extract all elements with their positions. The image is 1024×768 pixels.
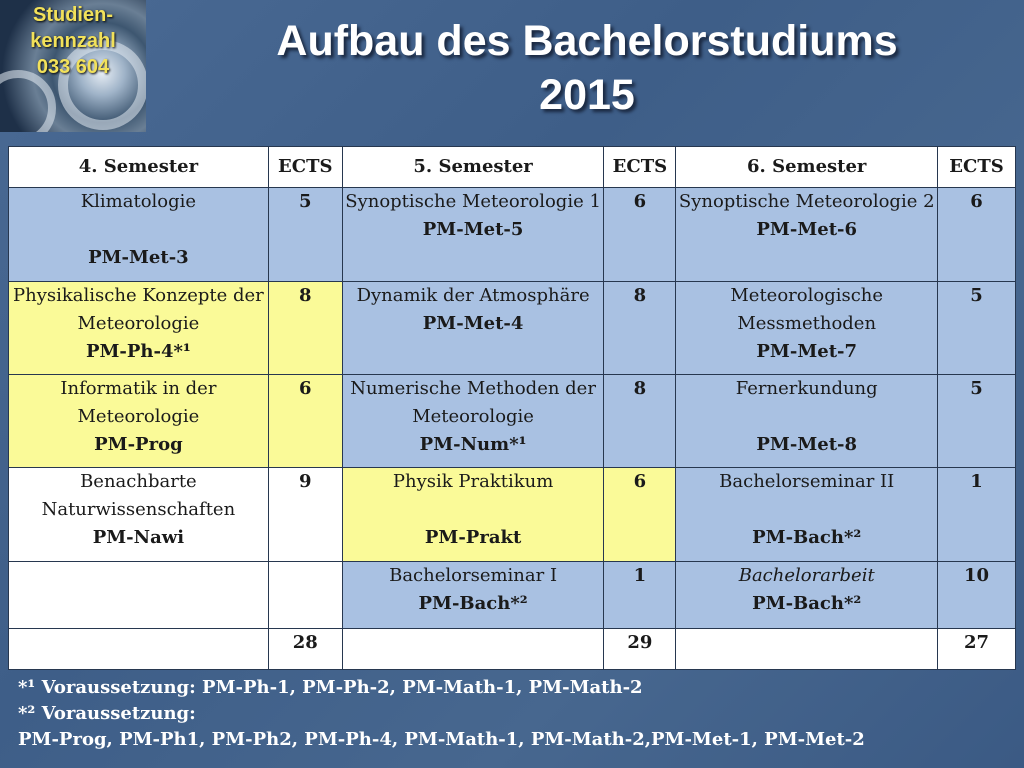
module-name: Bachelorseminar I	[389, 564, 558, 586]
totals-spacer	[676, 628, 938, 669]
module-name: Klimatologie	[80, 191, 197, 213]
module-code: PM-Prog	[94, 433, 183, 455]
module-cell	[9, 281, 269, 374]
module-code: PM-Met-5	[422, 219, 524, 241]
ects-cell: 5	[268, 188, 342, 281]
module-code: PM-Met-8	[756, 433, 858, 455]
logo-text	[0, 2, 146, 80]
module-code: PM-Ph-4*¹	[85, 340, 191, 362]
logo-image	[0, 0, 146, 132]
curriculum-table	[8, 146, 1016, 670]
module-cell	[9, 188, 269, 281]
table-row	[9, 281, 1016, 374]
module-code: PM-Met-3	[88, 247, 189, 269]
module-cell	[9, 374, 269, 467]
module-cell	[676, 188, 938, 281]
title-line-1: Aufbau des Bachelorstudiums	[276, 17, 898, 65]
module-name: Meteorologische Messmethoden	[730, 284, 884, 334]
total-semester-5: 29	[604, 628, 676, 669]
module-name: Fernerkundung	[735, 377, 878, 399]
module-code: PM-Num*¹	[419, 433, 527, 455]
footnote-1: *¹ Voraussetzung: PM-Ph-1, PM-Ph-2, PM-Math-1, PM-Math-2	[18, 677, 643, 698]
module-cell-empty	[9, 561, 269, 628]
ects-cell: 9	[268, 468, 342, 561]
module-code: PM-Bach*²	[418, 592, 528, 614]
module-cell	[676, 374, 938, 467]
header-ects-5: ECTS	[604, 147, 676, 188]
module-cell	[342, 188, 604, 281]
module-name: Bachelorseminar II	[719, 471, 895, 493]
module-code: PM-Nawi	[92, 527, 185, 549]
header-semester-4: 4. Semester	[9, 147, 269, 188]
module-name: Physikalische Konzepte der Meteorologie	[13, 284, 264, 334]
module-cell	[9, 468, 269, 561]
header-row	[9, 147, 1016, 188]
module-code: PM-Met-7	[756, 340, 858, 362]
table-row	[9, 188, 1016, 281]
ects-cell: 5	[938, 374, 1016, 467]
table-row	[9, 468, 1016, 561]
logo-line-2: kennzahl	[30, 30, 116, 52]
footnotes	[18, 675, 1018, 753]
total-semester-4: 28	[268, 628, 342, 669]
ects-cell: 5	[938, 281, 1016, 374]
footnote-2-text: PM-Prog, PM-Ph1, PM-Ph2, PM-Ph-4, PM-Math-1, PM-Math-2,PM-Met-1, PM-Met-2	[18, 729, 865, 750]
module-cell	[342, 561, 604, 628]
table-row	[9, 561, 1016, 628]
ects-cell: 6	[938, 188, 1016, 281]
module-cell	[342, 468, 604, 561]
header-semester-5: 5. Semester	[342, 147, 604, 188]
module-name: Numerische Methoden der Meteorologie	[350, 377, 596, 427]
ects-cell: 6	[604, 468, 676, 561]
total-semester-6: 27	[938, 628, 1016, 669]
header-semester-6: 6. Semester	[676, 147, 938, 188]
module-code: PM-Bach*²	[752, 592, 862, 614]
ects-cell: 1	[938, 468, 1016, 561]
ects-cell: 10	[938, 561, 1016, 628]
header-ects-6: ECTS	[938, 147, 1016, 188]
module-code: PM-Met-4	[422, 312, 524, 334]
totals-spacer	[342, 628, 604, 669]
ects-cell: 1	[604, 561, 676, 628]
module-name: Informatik in der Meteorologie	[60, 377, 217, 427]
module-name: Synoptische Meteorologie 2	[678, 191, 935, 213]
logo-line-1: Studien-	[33, 4, 113, 26]
totals-spacer	[9, 628, 269, 669]
ects-cell: 6	[604, 188, 676, 281]
module-code: PM-Prakt	[424, 527, 522, 549]
module-cell	[342, 374, 604, 467]
footnote-2-title: *² Voraussetzung:	[18, 703, 196, 724]
ects-cell-empty	[268, 561, 342, 628]
module-cell	[676, 468, 938, 561]
title-line-2: 2015	[539, 71, 635, 119]
module-code: PM-Bach*²	[752, 527, 862, 549]
ects-cell: 8	[268, 281, 342, 374]
ects-cell: 8	[604, 281, 676, 374]
module-cell	[342, 281, 604, 374]
module-name: Dynamik der Atmosphäre	[356, 284, 590, 306]
table-row	[9, 374, 1016, 467]
module-name: Benachbarte Naturwissenschaften	[41, 471, 236, 521]
module-name: Physik Praktikum	[392, 471, 554, 493]
module-cell	[676, 281, 938, 374]
module-cell	[676, 561, 938, 628]
totals-row	[9, 628, 1016, 669]
module-code: PM-Met-6	[756, 219, 858, 241]
module-name: Synoptische Meteorologie 1	[345, 191, 601, 213]
page-title	[150, 14, 1024, 122]
logo-line-3: 033 604	[36, 56, 110, 78]
ects-cell: 6	[268, 374, 342, 467]
header-ects-4: ECTS	[268, 147, 342, 188]
ects-cell: 8	[604, 374, 676, 467]
module-name: Bachelorarbeit	[738, 564, 875, 586]
